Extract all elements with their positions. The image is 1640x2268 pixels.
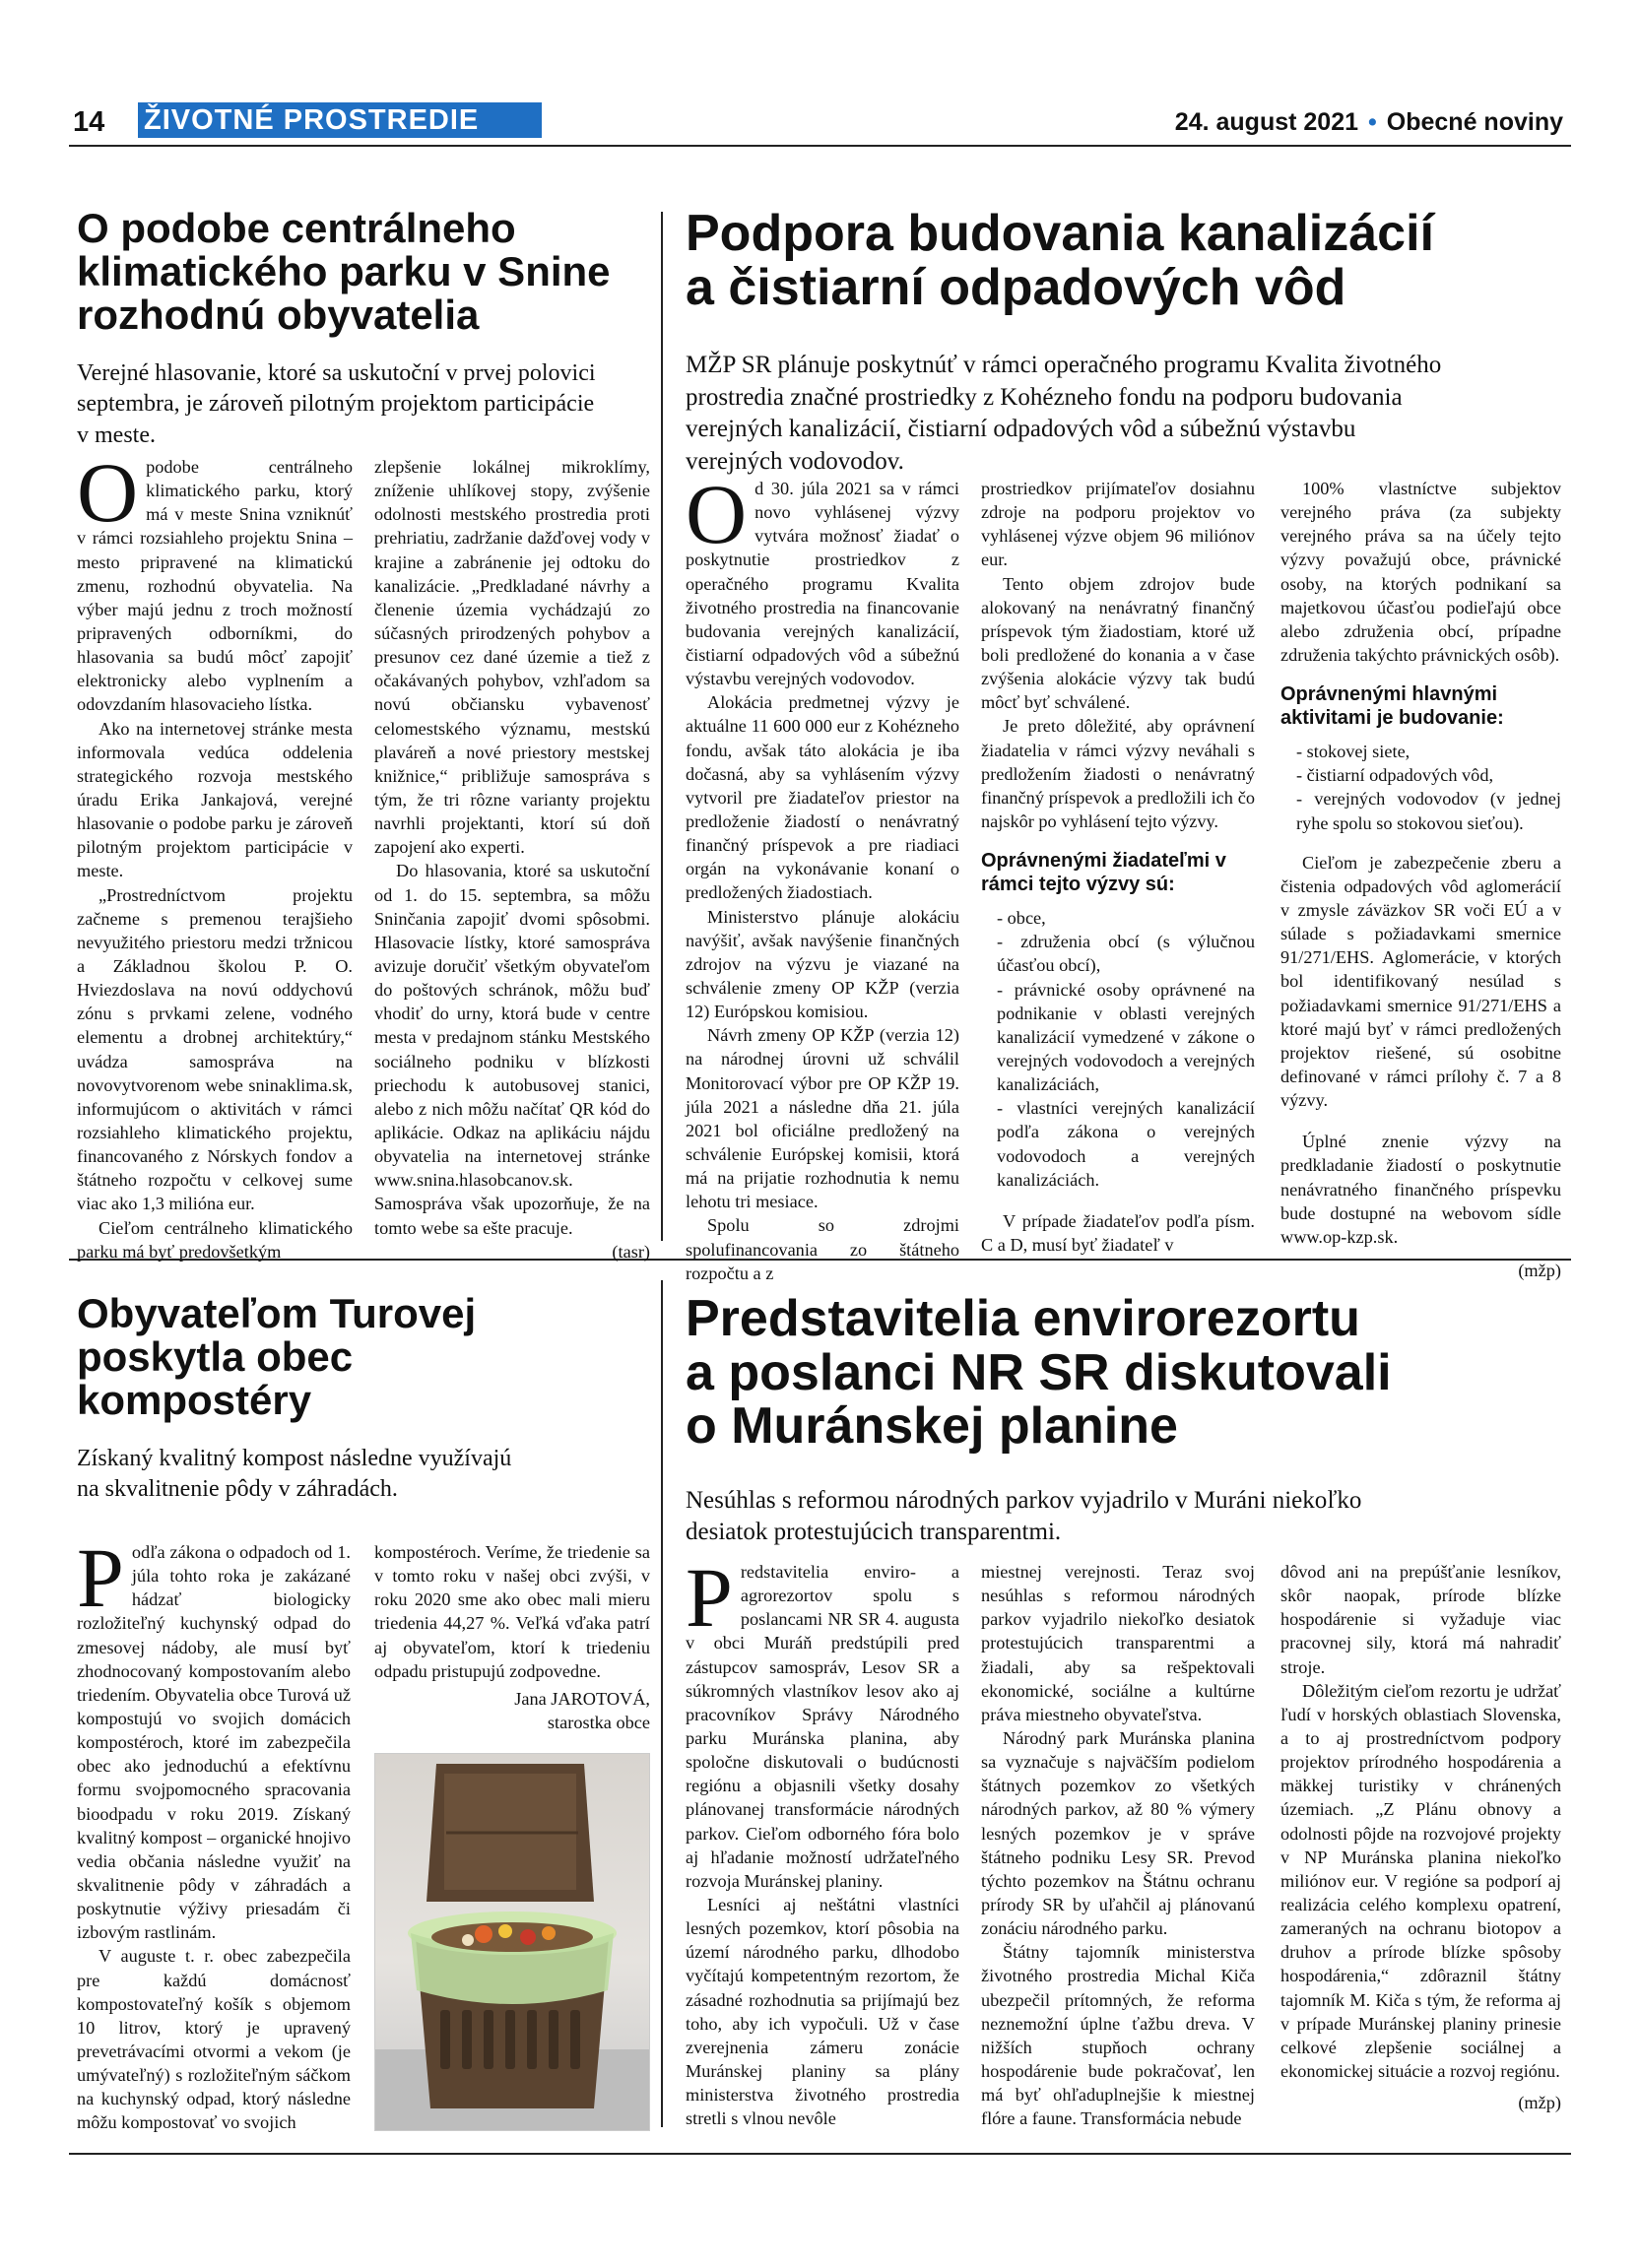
paragraph: Dôležitým cieľom rezortu je udržať ľudí v horských oblastiach Slovenska, a to aj prostredníctvom podpory projektov prírodného hospodárenia a mäkkej turistiky v chránených územiach. „Z Plánu obnovy a odolnosti pôjde na rozvojové projekty v NP Muránska planina niekoľko miliónov eur. V regióne sa podporí aj realizácia celého komplexu opatrení, zameraných na ochranu biotopov a druhov a prírode blízke spôsoby hospodárenia,“ zdôraznil štátny tajomník M. Kiča s tým, že reforma aj v prípade Muránskej planiny prinesie celkové zlepšenie sociálnej a ekonomickej situácie a rozvoj regiónu.: [1280, 1680, 1561, 2081]
headline-line: a čistiarní odpadových vôd: [686, 258, 1346, 316]
article-column: [981, 477, 1255, 1257]
list-item: - obce,: [997, 908, 1046, 929]
paragraph: V auguste t. r. obec zabezpečila pre každú domácnosť kompostovateľný košík s objemom 10 litrov, ktorý je upravený prevetrávacími otvormi a vekom (je umývateľný) s rozložiteľným sáčkom na kuchynský odpad, ktorý následne môžu kompostovať vo svojich: [77, 1946, 351, 2133]
headline-line: a poslanci NR SR diskutovali: [686, 1343, 1392, 1401]
article-kanalizacie: [686, 207, 1572, 478]
subheading: Oprávnenými žiadateľmi v rámci tejto výzvy sú:: [981, 850, 1226, 896]
lead-line: verejných kanalizácií, čistiarní odpadových vôd a súbežnú výstavbu: [686, 416, 1356, 443]
article-signature: (tasr): [612, 1241, 650, 1262]
article-turova: [77, 1292, 648, 1506]
paragraph: Alokácia predmetnej výzvy je aktuálne 11 600 000 eur z Kohézneho fondu, avšak táto alokácia je iba dočasná, aby sa vyhlásením výzvy vytvoril pre žiadateľov priestor na predloženie žiadostí o nenávratný finančný príspevok a pre riadiaci orgán na vykonávanie konaní o predložených žiadostiach.: [686, 692, 959, 903]
article-lead: [686, 1485, 1572, 1549]
header-rule: [69, 145, 1571, 147]
article-headline: [686, 207, 1572, 314]
list-item: - stokovej siete,: [1296, 742, 1410, 762]
article-column: [77, 445, 353, 1264]
paragraph: 100% vlastníctve subjektov verejného práva (za subjekty verejného práva sa na účely tejto výzvy považujú obce, právnické osoby, na ktorých podnikaní sa majetkovou účasťou podieľajú obce alebo združenia obcí, prípadne združenia takýchto právnických osôb).: [1280, 479, 1561, 665]
author-role: starostka obce: [547, 1712, 650, 1732]
article-snina: [77, 207, 648, 451]
article-lead: [686, 350, 1572, 478]
article-column: [77, 1530, 351, 2135]
lead-line: Nesúhlas s reformou národných parkov vyjadrilo v Muráni niekoľko: [686, 1486, 1362, 1514]
article-column: [374, 1540, 650, 1734]
paragraph: V prípade žiadateľov podľa písm. C a D, musí byť žiadateľ v: [981, 1210, 1255, 1255]
paragraph: Do hlasovania, ktoré sa uskutoční od 1. do 15. septembra, sa môžu Sninčania zapojiť dvomi spôsobmi. Hlasovacie lístky, ktoré samospráva avizuje doručiť všetkým obyvateľom do poštových schránok, môžu buď vhodiť do urny, ktorá bude v centre mesta v predajnom stánku Mestského sociálneho podniku v blízkosti priechodu k autobusovej stanici, alebo z nich môžu načítať QR kód do aplikácie. Odkaz na aplikáciu nájdu obyvatelia na internetovej stránke www.snina.hlasobcanov.sk. Samospráva však upozorňuje, že na tomto webe sa ešte pracuje.: [374, 861, 650, 1238]
paragraph: d 30. júla 2021 sa v rámci novo vyhlásenej výzvy vytvára možnosť žiadať o poskytnutie prostriedkov z operačného programu Kvalita životného prostredia na financovanie budovania verejných kanalizácií, čistiarní odpadových vôd a súbežnú výstavbu verejných vodovodov.: [686, 479, 959, 689]
footer-rule: [69, 2153, 1571, 2155]
article-column: [686, 467, 959, 1285]
paragraph: Spolu so zdrojmi spolufinancovania zo štátneho rozpočtu a z: [686, 1215, 959, 1283]
article-column: [1280, 1560, 1561, 2114]
article-column: [686, 1550, 959, 2130]
headline-line: poskytla obec: [77, 1333, 354, 1381]
paragraph: Cieľom je zabezpečenie zberu a čistenia odpadových vôd aglomerácií v zmysle záväzkov SR voči EÚ a v súlade s požiadavkami smernice 91/271/EHS. Aglomerácie, v ktorých bol identifikovaný nesúlad s požiadavkami smernice 91/271/EHS a ktoré majú byť v rámci predložených projektov riešené, sú osobitne definované v rámci prílohy č. 7 a 8 výzvy.: [1280, 852, 1561, 1111]
author-name: Jana JAROTOVÁ,: [514, 1688, 650, 1709]
paragraph: zlepšenie lokálnej mikroklímy, zníženie uhlíkovej stopy, zvýšenie odolnosti mestského prostredia proti prehriatiu, zadržanie dažďovej vody v krajine a zabránenie jej odtoku do kanalizácie. „Predkladané návrhy a členenie územia vychádzajú zo súčasných prirodzených pohybov a presunov cez dané územie a tiež z očakávaných pohybov, vzhľadom sa novú občiansku vybavenosť celomestského významu, mestskú plaváreň a nové priestory mestskej knižnice,“ približuje samospráva s tým, že tri rôzne varianty projektu navrhli projektanti, ktorí sú doň zapojení ako experti.: [374, 457, 650, 858]
headline-line: o Muránskej planine: [686, 1397, 1178, 1456]
article-signature: (mžp): [1518, 2093, 1561, 2113]
paragraph: Tento objem zdrojov bude alokovaný na nenávratný finančný príspevok tým žiadostiam, ktoré už boli predložené do konania a v čase zvýšenia alokácie výzvy tak budú môcť byť schválené.: [981, 573, 1255, 713]
lead-line: v meste.: [77, 421, 156, 448]
list-item: - právnické osoby oprávnené na podnikanie v oblasti verejných kanalizácií vymedzené v zákone o verejných vodovodoch a verejných kanalizáciách,: [997, 979, 1255, 1095]
paragraph: Ministerstvo plánuje alokáciu navýšiť, avšak navýšenie finančných zdrojov na výzvu je viazané na schválenie zmeny OP KŽP (verzia 12) Európskou komisiou.: [686, 906, 959, 1022]
lead-line: septembra, je zároveň pilotným projektom participácie: [77, 391, 595, 418]
page-number: 14: [73, 106, 105, 138]
paragraph: prostriedkov prijímateľov dosiahnu zdroje na podporu projektov vo vyhlásenej výzve objem 96 miliónov eur.: [981, 479, 1255, 570]
article-column: [374, 455, 650, 1264]
headline-line: rozhodnú obyvatelia: [77, 292, 480, 339]
subheading: Oprávnenými hlavnými aktivitami je budovanie:: [1280, 683, 1504, 730]
paragraph: Ako na internetovej stránke mesta informovala vedúca oddelenia strategického rozvoja mestského úradu Erika Jankajová, verejné hlasovanie o podobe parku je zároveň pilotným projektom participácie v meste.: [77, 718, 353, 881]
list-item: - verejných vodovodov (v jednej ryhe spolu so stokovou sieťou).: [1296, 789, 1561, 833]
paragraph: Cieľom centrálneho klimatického parku má byť predovšetkým: [77, 1217, 353, 1262]
paragraph: „Prostredníctvom projektu začneme s premenou terajšieho nevyužitého priestoru medzi tržnicou a Základnou školou P. O. Hviezdoslava na novú oddychovú zónu s prvkami zelene, vodného elementu a drobnej architektúry,“ uvádza samospráva na novovytvorenom webe sninaklima.sk, informujúcom o aktivitách v rámci rozsiahleho klimatického projektu, financovaného z Nórskych fondov a štátneho rozpočtu v celkovej sume viac ako 1,3 milióna eur.: [77, 884, 353, 1214]
article-column: [981, 1560, 1255, 2130]
lead-line: na skvalitnenie pôdy v záhradách.: [77, 1476, 398, 1503]
section-tag: ŽIVOTNÉ PROSTREDIE: [138, 102, 542, 138]
issue-info: [1175, 108, 1563, 137]
drop-cap: P: [686, 1550, 733, 1645]
compost-bin-photo: [374, 1753, 650, 2131]
drop-cap: O: [686, 467, 748, 561]
paragraph: Štátny tajomník ministerstva životného prostredia Michal Kiča ubezpečil prítomných, že reforma neznemožní úplne ťažbu dreva. V nižších stupňoch ochrany hospodárenie bude pokračovať, len má byť ohľaduplnejšie k miestnej flóre a faune. Transformácia nebude: [981, 1942, 1255, 2129]
paragraph: Lesníci aj neštátni vlastníci lesných pozemkov, ktorí pôsobia na území národného parku, dlhodobo vyčítajú kompetentným rezortom, že zásadné rozhodnutia sa prijímajú bez toho, aby ich vypočuli. Už v čase zverejnenia zámeru zonácie Muránskej planiny sa plány ministerstva životného prostredia stretli s vlnou nevôle: [686, 1894, 959, 2129]
article-muran: [686, 1292, 1572, 1549]
issue-date: 24. august 2021: [1174, 108, 1359, 136]
article-column: [1280, 477, 1561, 1282]
paragraph: odľa zákona o odpadoch od 1. júla tohto roka je zakázané hádzať biologicky rozložiteľný kuchynský odpad do zmesovej nádoby, ale musí byť zhodnocovaný kompostovaním alebo triedením. Obyvatelia obce Turová už kompostujú vo svojich domácich kompostéroch, ktoré im zabezpečila obec ako jednoduchú a efektívnu formu svojpomocného spracovania bioodpadu v roku 2019. Získaný kvalitný kompost – organické hnojivo vedia občania následne využiť na skvalitnenie pôdy v záhradách a poskytnutie výživy priesadám či izbovým rastlinám.: [77, 1542, 351, 1943]
list-item: - združenia obcí (s výlučnou účasťou obcí),: [997, 932, 1255, 976]
paragraph: miestnej verejnosti. Teraz svoj nesúhlas s reformou národných parkov vyjadrilo niekoľko desiatok protestujúcich transparentmi a žiadali, aby sa rešpektovali ekonomické, sociálne a kultúrne práva miestneho obyvateľstva.: [981, 1562, 1255, 1724]
headline-line: Podpora budovania kanalizácií: [686, 205, 1434, 262]
article-lead: [77, 358, 648, 451]
article-headline: [77, 1292, 648, 1422]
lead-line: Získaný kvalitný kompost následne využívajú: [77, 1446, 512, 1472]
headline-line: O podobe centrálneho: [77, 205, 516, 251]
lead-line: Verejné hlasovanie, ktoré sa uskutoční v prvej polovici: [77, 360, 596, 387]
headline-line: kompostéry: [77, 1377, 312, 1424]
list-item: - vlastníci verejných kanalizácií podľa zákona o verejných vodovodoch a verejných kanalizáciách.: [997, 1098, 1255, 1190]
lead-line: verejných vodovodov.: [686, 447, 904, 475]
compost-bin-icon: [375, 1754, 649, 2130]
paragraph: dôvod ani na prepúšťanie lesníkov, skôr naopak, prírode blízke hospodárenie si vyžaduje viac pracovnej sily, ktorá má nahradiť stroje.: [1280, 1562, 1561, 1677]
paragraph: Národný park Muránska planina sa vyznačuje s najväčším podielom štátnych pozemkov zo všetkých národných parkov, až 80 % výmery lesných pozemkov je v správe štátneho podniku Lesy SR. Prevod týchto pozemkov na Štátnu ochranu prírody SR by uľahčil aj plánovanú zonáciu národného parku.: [981, 1727, 1255, 1939]
paragraph: redstavitelia enviro- a agrorezortov spolu s poslancami NR SR 4. augusta v obci Muráň predstúpili pred zástupcov samospráv, Lesov SR a súkromných vlastníkov lesov ako aj pracovníkov Správy Národného parku Muránska planina, aby spoločne diskutovali o budúcnosti regiónu a objasnili všetky dosahy plánovanej transformácie národných parkov. Cieľom odborného fóra bolo aj hľadanie možností udržateľného rozvoja Muránskej planiny.: [686, 1562, 959, 1891]
lead-line: prostredia značné prostriedky z Kohézneho fondu na podporu budovania: [686, 383, 1403, 411]
publication-name: Obecné noviny: [1386, 108, 1563, 136]
article-signature: (mžp): [1518, 1260, 1561, 1280]
column-divider-top: [661, 212, 663, 1241]
headline-line: Obyvateľom Turovej: [77, 1290, 477, 1336]
paragraph: podobe centrálneho klimatického parku, ktorý má v meste Snina vzniknúť v rámci rozsiahleho projektu Snina – mesto pripravené na klimatickú zmenu, rozhodnú obyvatelia. Na výber majú jednu z troch možností pripravených odborníkmi, do hlasovania sa budú môcť zapojiť elektronicky alebo vyplnením a odovzdaním hlasovacieho lístka.: [77, 457, 353, 715]
paragraph: kompostéroch. Veríme, že triedenie sa v tomto roku v našej obci zvýši, v roku 2020 sme ako obec mali mieru triedenia 44,27 %. Veľká vďaka patrí aj obyvateľom, ktorí k triedeniu odpadu pristupujú zodpovedne.: [374, 1542, 650, 1681]
paragraph: Úplné znenie výzvy na predkladanie žiadostí o poskytnutie nenávratného finančného príspevku bude dostupné na webovom sídle www.op-kzp.sk.: [1280, 1132, 1561, 1247]
headline-line: klimatického parku v Snine: [77, 248, 611, 295]
headline-line: Predstavitelia envirorezortu: [686, 1290, 1360, 1347]
lead-line: MŽP SR plánuje poskytnúť v rámci operačného programu Kvalita životného: [686, 352, 1442, 379]
column-divider-bottom: [661, 1280, 663, 2127]
article-headline: [686, 1292, 1572, 1454]
paragraph: Je preto dôležité, aby oprávnení žiadatelia v rámci výzvy neváhali s predložením žiadosti o nenávratný finančný príspevok a predložili ich čo najskôr po vyhlásení tejto výzvy.: [981, 716, 1255, 831]
separator-bullet-icon: •: [1368, 108, 1377, 136]
list-item: - čistiarní odpadových vôd,: [1296, 765, 1494, 786]
lead-line: desiatok protestujúcich transparentmi.: [686, 1519, 1062, 1546]
article-lead: [77, 1444, 648, 1505]
drop-cap: O: [77, 445, 139, 540]
drop-cap: P: [77, 1530, 124, 1625]
article-headline: [77, 207, 648, 337]
paragraph: Návrh zmeny OP KŽP (verzia 12) na národnej úrovni už schválil Monitorovací výbor pre OP KŽP 19. júla 2021 a následne dňa 21. júla 2021 bol oficiálne predložený na schválenie Európskej komisii, ktorá má na prijatie rozhodnutia k nemu lehotu tri mesiace.: [686, 1025, 959, 1212]
